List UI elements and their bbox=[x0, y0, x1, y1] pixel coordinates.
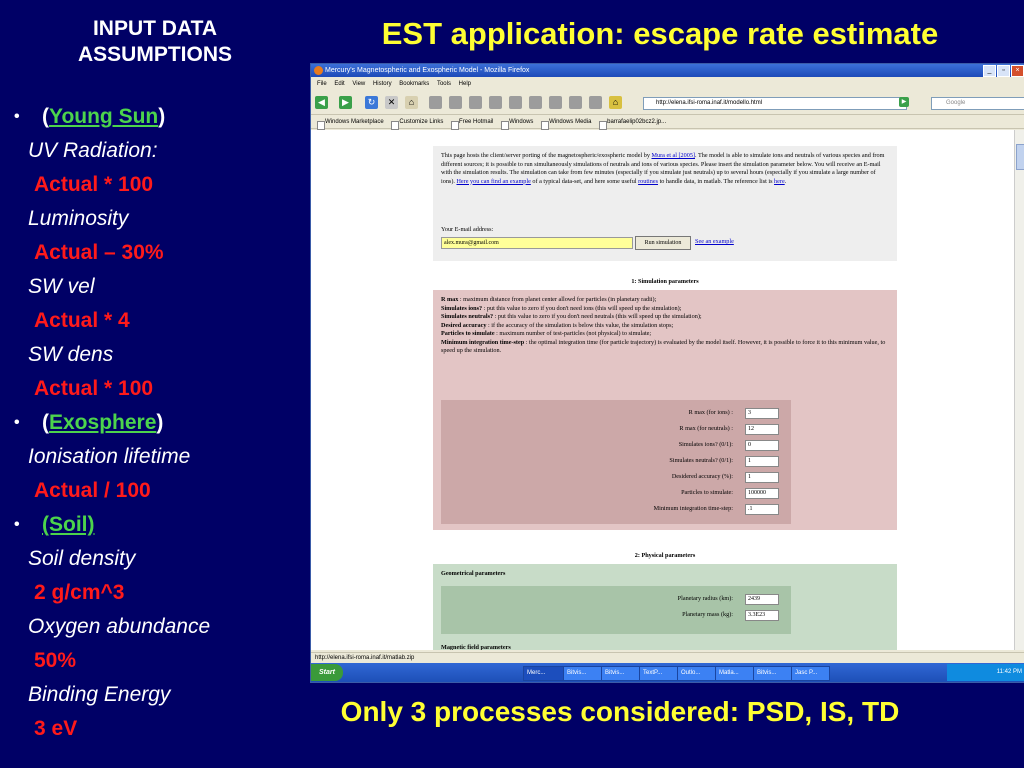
browser-window bbox=[310, 63, 1024, 683]
item-value: 2 g/cm^3 bbox=[34, 581, 125, 604]
menu-edit[interactable]: Edit bbox=[334, 81, 345, 87]
particles-input[interactable]: 100000 bbox=[745, 488, 779, 499]
intro-panel bbox=[433, 146, 897, 261]
bookmark-item[interactable]: Windows bbox=[501, 119, 533, 125]
r-max-neutrals-input[interactable]: 12 bbox=[745, 424, 779, 435]
form-row bbox=[479, 456, 779, 467]
field-label: R max (for ions) : bbox=[688, 409, 733, 416]
physical-form bbox=[441, 586, 791, 634]
menu-bookmarks[interactable]: Bookmarks bbox=[399, 81, 430, 87]
item-value: 3 eV bbox=[34, 717, 78, 740]
menu-bar bbox=[311, 78, 1024, 90]
stop-icon[interactable]: ✕ bbox=[385, 96, 398, 109]
field-label: Desidered accuracy (%): bbox=[671, 473, 733, 480]
young-sun-link[interactable]: Young Sun bbox=[49, 105, 159, 128]
item-label: Luminosity bbox=[28, 207, 129, 230]
taskbar-item[interactable]: Bitvis... bbox=[601, 666, 640, 681]
item-label: SW vel bbox=[28, 275, 95, 298]
vertical-scrollbar[interactable] bbox=[1014, 130, 1024, 650]
item-label: Ionisation lifetime bbox=[28, 445, 191, 468]
toolbar-tool-icon[interactable] bbox=[429, 96, 442, 109]
maximize-button[interactable]: ▫ bbox=[997, 65, 1010, 77]
toolbar-tool-icon[interactable] bbox=[489, 96, 502, 109]
form-row bbox=[479, 594, 779, 605]
geometrical-heading: Geometrical parameters bbox=[441, 570, 506, 577]
item-value: Actual – 30% bbox=[34, 241, 164, 264]
window-title: Mercury's Magnetospheric and Exospheric Model - Mozilla Firefox bbox=[325, 67, 530, 74]
field-label: Minimum integration time-step: bbox=[653, 505, 733, 512]
item-label: SW dens bbox=[28, 343, 114, 366]
field-label: Particles to simulate: bbox=[681, 489, 733, 496]
scrollbar-thumb[interactable] bbox=[1016, 144, 1024, 170]
search-input[interactable]: Google bbox=[931, 97, 1024, 110]
go-icon[interactable]: ▶ bbox=[899, 97, 909, 107]
close-button[interactable]: × bbox=[1011, 65, 1024, 77]
item-label: Binding Energy bbox=[28, 683, 171, 706]
item-value: 50% bbox=[34, 649, 77, 672]
bullet-icon: • bbox=[14, 414, 20, 431]
slide-title: EST application: escape rate estimate bbox=[381, 16, 939, 51]
windows-taskbar bbox=[311, 663, 1024, 682]
form-row bbox=[479, 504, 779, 515]
form-row bbox=[479, 610, 779, 621]
item-value: Actual * 100 bbox=[34, 173, 154, 196]
toolbar-tool-icon[interactable] bbox=[509, 96, 522, 109]
system-tray-clock[interactable]: 11:42 PM bbox=[947, 664, 1024, 681]
bookmark-item[interactable]: Windows Media bbox=[541, 119, 591, 125]
toolbar-tool-icon[interactable] bbox=[549, 96, 562, 109]
bookmark-item[interactable]: barrafaelip02bcz2.jp... bbox=[599, 119, 666, 125]
simulate-ions-input[interactable]: 0 bbox=[745, 440, 779, 451]
start-button[interactable]: Start bbox=[311, 664, 343, 681]
taskbar-item[interactable]: Bitvis... bbox=[753, 666, 792, 681]
home-icon[interactable]: ⌂ bbox=[405, 96, 418, 109]
item-value: Actual / 100 bbox=[34, 479, 151, 502]
bullet-icon: • bbox=[14, 108, 20, 125]
bookmark-item[interactable]: Customize Links bbox=[391, 119, 443, 125]
reference-link[interactable]: Mura et al [2005] bbox=[651, 152, 695, 159]
forward-icon[interactable]: ▶ bbox=[339, 96, 352, 109]
bookmark-item[interactable]: Free Hotmail bbox=[451, 119, 493, 125]
taskbar-item[interactable]: Outlo... bbox=[677, 666, 716, 681]
item-label: UV Radiation: bbox=[28, 139, 158, 162]
menu-help[interactable]: Help bbox=[458, 81, 471, 87]
bottom-note: Only 3 processes considered: PSD, IS, TD bbox=[340, 696, 900, 727]
definition-row: Simulates ions? : put this value to zero if you don't need ions (this will speed up the simulation); bbox=[441, 304, 682, 312]
field-label: R max (for neutrals) : bbox=[679, 425, 733, 432]
field-label: Planetary radius (km): bbox=[677, 595, 733, 602]
bookmarks-toolbar bbox=[311, 116, 1024, 129]
section-exosphere: • (Exosphere) bbox=[10, 406, 290, 440]
form-row bbox=[479, 408, 779, 419]
minimize-button[interactable]: _ bbox=[983, 65, 996, 77]
form-row bbox=[479, 424, 779, 435]
item-value: Actual * 4 bbox=[34, 309, 130, 332]
definition-row: Desired accuracy : if the accuracy of the simulation is below this value, the simulation stops; bbox=[441, 321, 674, 329]
reload-icon[interactable]: ↻ bbox=[365, 96, 378, 109]
back-icon[interactable]: ◀ bbox=[315, 96, 328, 109]
simulation-panel bbox=[433, 290, 897, 530]
menu-view[interactable]: View bbox=[352, 81, 366, 87]
section-soil bbox=[10, 508, 290, 542]
email-label: Your E-mail address: bbox=[441, 226, 494, 233]
accuracy-input[interactable]: 1 bbox=[745, 472, 779, 483]
toolbar-tool-icon[interactable] bbox=[449, 96, 462, 109]
toolbar-tool-icon[interactable] bbox=[569, 96, 582, 109]
url-bar[interactable]: http://elena.ifsi-roma.inaf.it/modello.html bbox=[643, 97, 907, 110]
menu-history[interactable]: History bbox=[372, 81, 392, 87]
example-dataset-link[interactable]: Here you can find an example bbox=[456, 177, 531, 185]
simulation-heading: 1: Simulation parameters bbox=[631, 278, 699, 285]
navigation-toolbar bbox=[311, 92, 1024, 115]
taskbar-item[interactable]: Jasc P... bbox=[791, 666, 830, 681]
toolbar-tool-icon[interactable] bbox=[529, 96, 542, 109]
reference-list-link[interactable]: here bbox=[774, 177, 785, 185]
assumptions-list bbox=[10, 100, 290, 746]
toolbar-tool-icon[interactable] bbox=[589, 96, 602, 109]
exosphere-link[interactable]: Exosphere bbox=[49, 411, 157, 434]
form-row bbox=[479, 440, 779, 451]
planetary-radius-input[interactable]: 2439 bbox=[745, 594, 779, 605]
taskbar-item[interactable]: Merc... bbox=[523, 666, 564, 681]
parameter-definitions bbox=[441, 296, 889, 356]
field-label: Simulates ions? (0/1): bbox=[678, 441, 733, 448]
taskbar-item[interactable]: Matla... bbox=[715, 666, 754, 681]
definition-row: Minimum integration time-step : the optimal integration time (for particle trajectory) is evaluated by the model itself. However, it is possible to force it to this minimum value, to speed up the simulation. bbox=[441, 338, 886, 354]
menu-file[interactable]: File bbox=[317, 81, 327, 87]
definition-row: R max : maximum distance from planet center allowd for particles (in planetary radii); bbox=[441, 296, 657, 303]
routines-link[interactable]: routines bbox=[638, 177, 659, 185]
see-example-link[interactable]: See an example bbox=[695, 238, 734, 245]
magnetic-heading: Magnetic field parameters bbox=[441, 644, 511, 650]
field-label: Simulates neutrals? (0/1): bbox=[669, 457, 733, 464]
run-simulation-button[interactable]: Run simulation bbox=[635, 236, 691, 250]
intro-text: This page hosts the client/server porting of the magnetospheric/exospheric model by Mura et al [2005]. The model is able to simulate ions and neutrals of various species and from different sources; it is possible to run simultaneously simulations of neutrals and ions of various species. Please insert the simulation parameter below. You will receive an E-mail with the simulation results. The simulation can take from few minutes (especially if you simulate just neutrals) up to several hours (especially if you simulate a large number of ions). Here you can find an example of a typical data-set, and here some useful routines to handle data, in matlab. The reference list is here. bbox=[441, 152, 885, 185]
definition-row: Simulates neutrals? : put this value to zero if you don't need neutrals (this will speed up the simulation); bbox=[441, 313, 702, 320]
item-label: Oxygen abundance bbox=[28, 615, 211, 638]
status-bar: http://elena.ifsi-roma.inaf.it/matlab.zip bbox=[311, 652, 1024, 663]
window-titlebar[interactable] bbox=[311, 64, 1024, 77]
taskbar-item[interactable]: Bitvis... bbox=[563, 666, 602, 681]
item-value: Actual * 100 bbox=[34, 377, 154, 400]
form-row bbox=[479, 488, 779, 499]
field-label: Planetary mass (kg): bbox=[682, 611, 733, 618]
item-label: Soil density bbox=[28, 547, 136, 570]
r-max-ions-input[interactable]: 3 bbox=[745, 408, 779, 419]
taskbar-item[interactable]: TextP... bbox=[639, 666, 678, 681]
form-row bbox=[479, 472, 779, 483]
toolbar-tool-icon[interactable] bbox=[469, 96, 482, 109]
left-title: INPUT DATA ASSUMPTIONS bbox=[77, 17, 232, 66]
bullet-icon: • bbox=[14, 516, 20, 533]
firefox-icon bbox=[314, 66, 323, 75]
definition-row: Particles to simulate : maximum number of test-particles (not physical) to simulate; bbox=[441, 330, 652, 337]
physical-heading: 2: Physical parameters bbox=[634, 552, 696, 559]
physical-panel bbox=[433, 564, 897, 650]
menu-tools[interactable]: Tools bbox=[436, 81, 451, 87]
bookmark-item[interactable]: Windows Marketplace bbox=[317, 119, 384, 125]
home-icon[interactable]: ⌂ bbox=[609, 96, 622, 109]
section-young-sun: • (Young Sun) bbox=[10, 100, 290, 134]
time-step-input[interactable]: .1 bbox=[745, 504, 779, 515]
simulate-neutrals-input[interactable]: 1 bbox=[745, 456, 779, 467]
email-field[interactable]: alex.mura@gmail.com bbox=[441, 237, 633, 249]
soil-link[interactable]: (Soil) bbox=[42, 513, 95, 536]
simulation-form bbox=[441, 400, 791, 524]
planetary-mass-input[interactable]: 3.3E23 bbox=[745, 610, 779, 621]
page-content bbox=[311, 130, 1014, 650]
